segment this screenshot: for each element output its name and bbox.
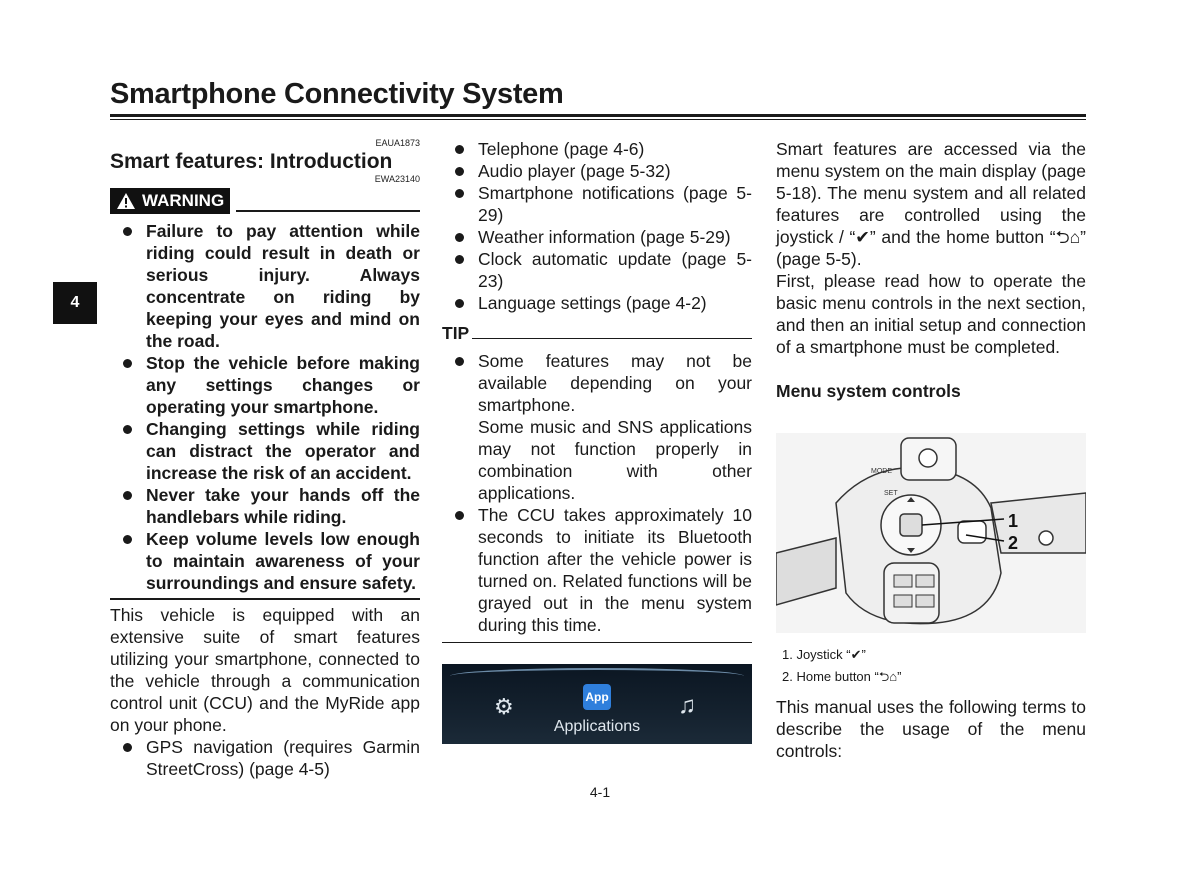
- list-item: GPS navigation (requires Garmin StreetCross) (page 4-5): [110, 736, 420, 780]
- subsection-title: Menu system controls: [776, 381, 961, 401]
- column-2: [442, 138, 752, 643]
- list-item: Audio player (page 5-32): [442, 160, 752, 182]
- warning-end-rule: [110, 598, 420, 600]
- tip-text: The CCU takes approximately 10 seconds to initiate its Bluetooth function after the vehicle power is turned on. Related functions will be grayed out in the menu system during this time.: [478, 505, 752, 635]
- screen-arc: [450, 668, 744, 684]
- list-item: Failure to pay attention while riding could result in death or serious injury. Always concentrate on riding by keeping your eyes and mind on the road.: [110, 220, 420, 352]
- page-number: 4-1: [589, 784, 611, 800]
- list-item: Clock automatic update (page 5-23): [442, 248, 752, 292]
- applications-label: Applications: [553, 718, 641, 735]
- column-1: [110, 138, 420, 780]
- tip-end-rule: [442, 642, 752, 643]
- tip-list: [442, 350, 752, 636]
- tip-header: [442, 320, 752, 344]
- callout-1: 1: [1008, 511, 1019, 531]
- list-item: Changing settings while riding can distract the operator and increase the risk of an accident.: [110, 418, 420, 484]
- list-item: Weather information (page 5-29): [442, 226, 752, 248]
- chapter-tab[interactable]: 4: [53, 282, 97, 324]
- tip-extra: Some music and SNS applications may not function properly in combination with other applications.: [478, 417, 752, 503]
- feature-list-continued: [442, 138, 752, 314]
- warning-rule: [236, 209, 420, 212]
- list-item: Never take your hands off the handlebars while riding.: [110, 484, 420, 528]
- warning-code: EWA23140: [374, 174, 420, 184]
- list-item: Telephone (page 4-6): [442, 138, 752, 160]
- section-code: EAUA1873: [375, 138, 420, 148]
- list-item: Keep volume levels low enough to maintain awareness of your surroundings and ensure safety.: [110, 528, 420, 594]
- list-item: Language settings (page 4-2): [442, 292, 752, 314]
- applications-screen-image: [442, 664, 752, 744]
- gear-icon: ⚙: [494, 694, 514, 719]
- handlebar-switch-figure: [776, 433, 1086, 633]
- warning-list: [110, 220, 420, 594]
- figure-captions: [776, 644, 1086, 688]
- app-icon: App: [583, 684, 611, 710]
- section-title: Smart features: Introduction: [110, 150, 393, 173]
- tip-label: TIP: [442, 323, 470, 343]
- caption-home-button: 2. Home button “⮌⌂”: [782, 669, 902, 684]
- caption-joystick: 1. Joystick “✔”: [782, 647, 866, 662]
- mode-switch-label: MODE: [871, 468, 892, 475]
- list-item: [442, 350, 752, 504]
- tip-rule: [472, 338, 752, 339]
- column-3: [776, 138, 1086, 402]
- terms-paragraph: This manual uses the following terms to describe the usage of the menu controls:: [776, 697, 1086, 761]
- warning-triangle-icon: [116, 192, 136, 210]
- intro-paragraph: Smart features are accessed via the menu system on the main display (page 5-18). The menu system and all related features are controlled using the joystick / “✔” and the home button “⮌⌂” (page 5-5).: [776, 139, 1086, 269]
- warning-header: [110, 188, 420, 214]
- set-switch-label: SET: [884, 490, 898, 497]
- list-item: Smartphone notifications (page 5-29): [442, 182, 752, 226]
- setup-paragraph: First, please read how to operate the basic menu controls in the next section, and then an initial setup and connection of a smartphone must be completed.: [776, 271, 1086, 357]
- music-note-icon: ♫: [678, 692, 696, 719]
- title-rule: [110, 114, 1086, 117]
- callout-2: 2: [1008, 533, 1019, 553]
- title-rule-thin: [110, 119, 1086, 120]
- list-item: [442, 504, 752, 636]
- page-title: Smartphone Connectivity System: [110, 78, 564, 110]
- list-item: Stop the vehicle before making any settings changes or operating your smartphone.: [110, 352, 420, 418]
- warning-label: WARNING: [142, 191, 225, 210]
- tip-text: Some features may not be available depending on your smartphone.: [478, 351, 752, 415]
- intro-paragraph: This vehicle is equipped with an extensive suite of smart features utilizing your smartphone, connected to the vehicle through a communication control unit (CCU) and the MyRide app on your phone.: [110, 605, 420, 735]
- warning-badge: [110, 188, 230, 214]
- handlebar-illustration: [776, 433, 1086, 633]
- feature-list: [110, 736, 420, 780]
